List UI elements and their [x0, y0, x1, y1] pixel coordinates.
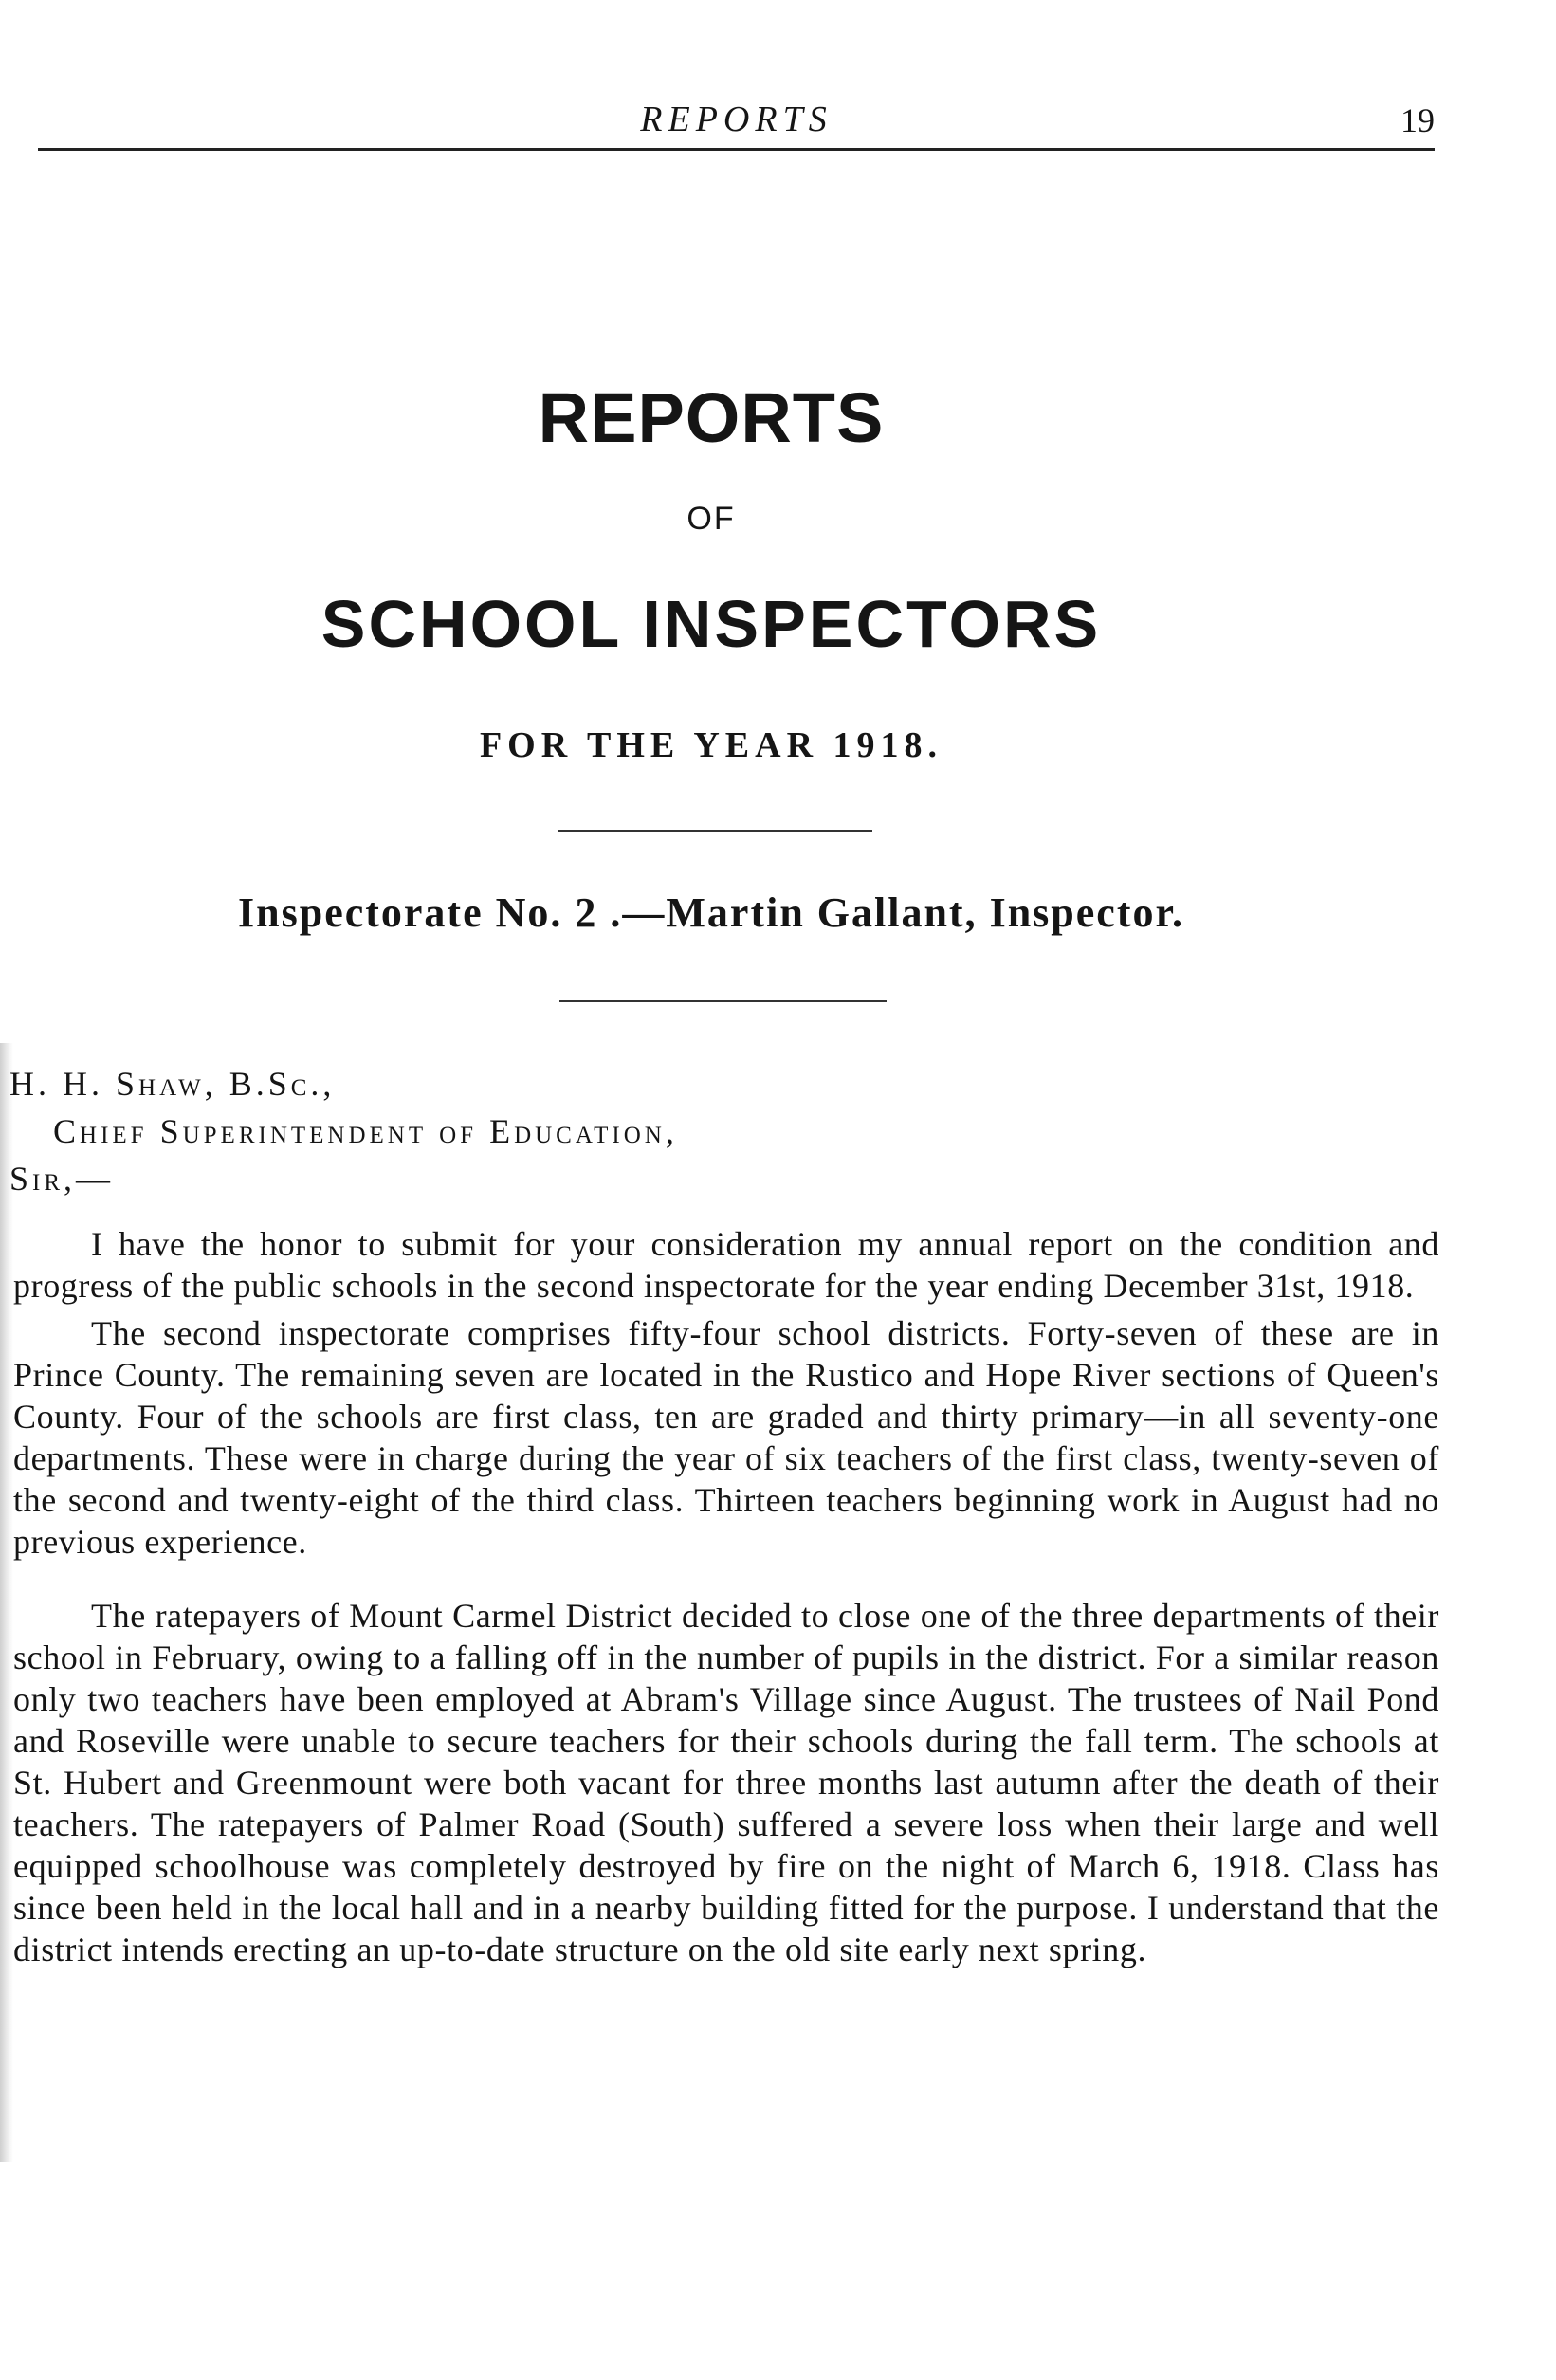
page-number: 19: [1400, 101, 1435, 139]
inspectorate-heading: Inspectorate No. 2 .—Martin Gallant, Inspector.: [238, 889, 1184, 936]
year-line: FOR THE YEAR 1918.: [479, 725, 943, 765]
paragraph: The ratepayers of Mount Carmel District decided to close one of the three departments of their school in February, owing to a falling off in the number of pupils in the district. For a similar reason only two teachers have been employed at Abram's Village since August. The trustees of Nail Pond and Roseville were unable to secure teachers for their schools during the fall term. The schools at St. Hubert and Greenmount were both vacant for three months last autumn after the death of their teachers. The ratepayers of Palmer Road (South) suffered a severe loss when their large and well equipped schoolhouse was completely destroyed by fire on the night of March 6, 1918. Class has since been held in the local hall and in a nearby building fitted for the purpose. I understand that the district intends erecting an up-to-date structure on the old site early next spring.: [13, 1597, 1439, 1968]
running-title: REPORTS: [640, 100, 833, 139]
report-body: [13, 1223, 1439, 1976]
divider-rule: [559, 1000, 887, 1002]
running-header: [38, 99, 1435, 151]
addressee-block: [9, 1060, 678, 1202]
addressee-position: Chief Superintendent of Education,: [53, 1112, 678, 1150]
paragraph: The second inspectorate comprises fifty-four school districts. Forty-seven of these are in Prince County. The remaining seven are located in the Rustico and Hope River sections of Queen's County. Four of the schools are first class, ten are graded and thirty primary—in all seventy-one departments. These were in charge during the year of six teachers of the first class, twenty-seven of the second and twenty-eight of the third class. Thirteen teachers beginning work in August had no previous experience.: [13, 1314, 1439, 1561]
addressee-name: H. H. Shaw, B.Sc.,: [9, 1065, 336, 1103]
scan-edge-shadow: [0, 1043, 13, 2162]
paragraph: I have the honor to submit for your consideration my annual report on the condition and progress of the public schools in the second inspectorate for the year ending December 31st, 1918.: [13, 1225, 1439, 1305]
page-title: REPORTS: [538, 378, 885, 457]
title-connector: OF: [686, 501, 736, 537]
page-subtitle: SCHOOL INSPECTORS: [320, 587, 1102, 661]
salutation: Sir,—: [9, 1160, 115, 1198]
divider-rule: [558, 830, 872, 832]
